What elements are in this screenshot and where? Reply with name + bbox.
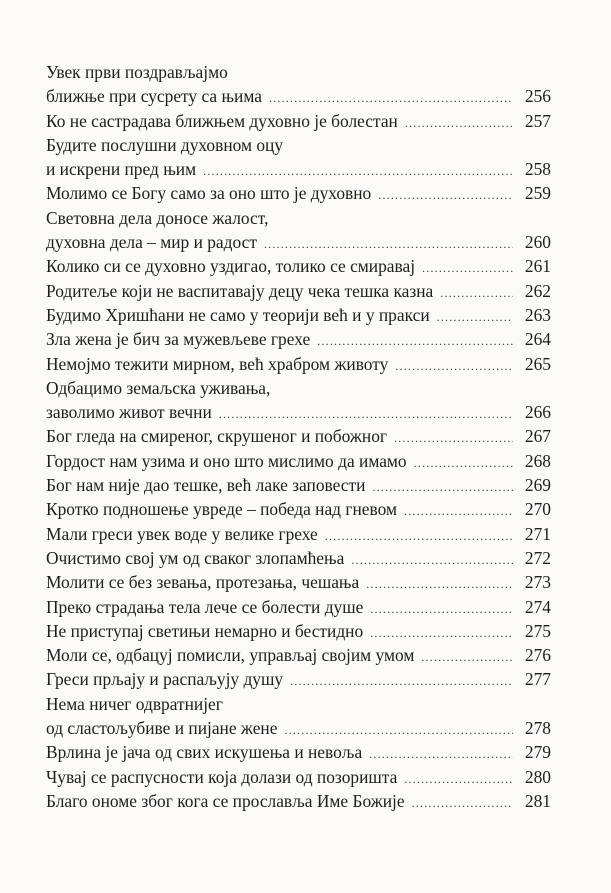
dot-leader bbox=[369, 742, 513, 766]
dot-leader bbox=[370, 621, 513, 645]
toc-page-number: 273 bbox=[524, 572, 551, 593]
toc-entry-title: Молимо се Богу само за оно што је духовно bbox=[46, 183, 372, 204]
toc-page-number: 278 bbox=[524, 718, 551, 739]
toc-entry-title: Чувај се распусности која долази од позоришта bbox=[46, 766, 398, 787]
toc-entry-title: Бог нам није дао тешке, већ лаке заповести bbox=[46, 475, 366, 496]
toc-entry-line bbox=[46, 595, 551, 619]
toc-entry bbox=[46, 546, 551, 570]
toc-page-number: 266 bbox=[524, 402, 551, 423]
toc-entry-line bbox=[46, 84, 551, 108]
dot-leader bbox=[378, 183, 513, 207]
toc-entry bbox=[46, 206, 551, 255]
toc-entry bbox=[46, 789, 551, 813]
toc-entry bbox=[46, 327, 551, 351]
toc-entry-title: ближње при сусрету са њима bbox=[46, 86, 262, 107]
dot-leader bbox=[351, 548, 513, 572]
dot-leader bbox=[269, 86, 513, 110]
dot-leader bbox=[203, 159, 513, 183]
toc-page-number: 263 bbox=[524, 304, 551, 325]
toc-entry-title: Кротко подношење увреде – победа над гневом bbox=[46, 499, 397, 520]
toc-entry-title: од сластољубиве и пијане жене bbox=[46, 718, 278, 739]
toc-entry bbox=[46, 181, 551, 205]
toc-entry bbox=[46, 497, 551, 521]
toc-entry-line bbox=[46, 400, 551, 424]
toc-entry-title: Благо ономе због кога се прославља Име Божије bbox=[46, 790, 405, 811]
toc-entry bbox=[46, 424, 551, 448]
toc-entry bbox=[46, 279, 551, 303]
dot-leader bbox=[317, 329, 513, 353]
toc-entry-title: Световна дела доносе жалост, bbox=[46, 207, 269, 228]
toc-entry bbox=[46, 765, 551, 789]
dot-leader bbox=[264, 232, 513, 256]
toc-entry-line bbox=[46, 157, 551, 181]
toc-entry-line bbox=[46, 133, 551, 157]
dot-leader bbox=[395, 354, 513, 378]
toc-entry-line bbox=[46, 60, 551, 84]
toc-entry-line bbox=[46, 692, 551, 716]
toc-page-number: 271 bbox=[524, 523, 551, 544]
dot-leader bbox=[325, 524, 513, 548]
toc-entry-title: Не приступај светињи немарно и бестидно bbox=[46, 620, 364, 641]
toc-entry-title: Греси прљају и распаљују душу bbox=[46, 669, 284, 690]
toc-entry-title: и искрени пред њим bbox=[46, 159, 197, 180]
toc-page-number: 269 bbox=[524, 475, 551, 496]
toc-entry bbox=[46, 692, 551, 741]
toc-entry-line bbox=[46, 473, 551, 497]
dot-leader bbox=[405, 111, 513, 135]
dot-leader bbox=[421, 645, 513, 669]
dot-leader bbox=[372, 475, 513, 499]
toc-entry-line bbox=[46, 643, 551, 667]
toc-entry-line bbox=[46, 716, 551, 740]
toc-page-number: 256 bbox=[524, 86, 551, 107]
toc-entry-title: Увек први поздрављајмо bbox=[46, 62, 228, 82]
toc-page-number: 276 bbox=[524, 645, 551, 666]
toc-entry-title: Ко не састрадава ближњем духовно је болестан bbox=[46, 110, 398, 131]
toc-entry-title: Будимо Хришћани не само у теорији већ и у пракси bbox=[46, 304, 430, 325]
toc-entry-title: Бог гледа на смиреног, скрушеног и побожног bbox=[46, 426, 388, 447]
toc-entry-title: Одбацимо земаљска уживања, bbox=[46, 377, 271, 398]
toc-entry bbox=[46, 570, 551, 594]
toc-entry-line bbox=[46, 279, 551, 303]
toc-entry-line bbox=[46, 740, 551, 764]
toc-page-number: 268 bbox=[524, 450, 551, 471]
toc-entry bbox=[46, 522, 551, 546]
toc-entry-title: Родитеље који не васпитавају децу чека тешка казна bbox=[46, 280, 434, 301]
toc-entry-line bbox=[46, 181, 551, 205]
toc-entry-line bbox=[46, 230, 551, 254]
toc-entry-line bbox=[46, 327, 551, 351]
toc-page-number: 277 bbox=[524, 669, 551, 690]
toc-entry-line bbox=[46, 109, 551, 133]
toc-page-number: 270 bbox=[524, 499, 551, 520]
toc-entry bbox=[46, 643, 551, 667]
toc-entry bbox=[46, 352, 551, 376]
toc-page-number: 279 bbox=[524, 742, 551, 763]
toc-entry bbox=[46, 667, 551, 691]
toc-entry bbox=[46, 376, 551, 425]
toc-page-number: 262 bbox=[524, 280, 551, 301]
dot-leader bbox=[440, 281, 513, 305]
toc-page-number: 261 bbox=[524, 256, 551, 277]
toc-entry bbox=[46, 449, 551, 473]
toc-entry-line bbox=[46, 546, 551, 570]
dot-leader bbox=[366, 572, 513, 596]
dot-leader bbox=[290, 669, 513, 693]
toc-page-number: 272 bbox=[524, 547, 551, 568]
toc-entry-line bbox=[46, 570, 551, 594]
toc-entry bbox=[46, 133, 551, 182]
dot-leader bbox=[219, 402, 513, 426]
toc-entry-line bbox=[46, 303, 551, 327]
toc-entry-line bbox=[46, 376, 551, 400]
toc-entry bbox=[46, 619, 551, 643]
toc-entry-title: Моли се, одбацуј помисли, управљај својим умом bbox=[46, 645, 415, 666]
toc-entry-line bbox=[46, 789, 551, 813]
toc-entry-title: Колико си се духовно уздигао, толико се смиравај bbox=[46, 256, 416, 277]
dot-leader bbox=[394, 426, 513, 450]
toc-entry-title: Преко страдања тела лече се болести душе bbox=[46, 596, 364, 617]
toc-entry bbox=[46, 254, 551, 278]
toc-entry-line bbox=[46, 497, 551, 521]
toc-entry-title: Нема ничег одвратнијег bbox=[46, 693, 223, 714]
dot-leader bbox=[404, 499, 513, 523]
toc-entry-title: Врлина је јача од свих искушења и невоља bbox=[46, 742, 363, 763]
toc-page-number: 274 bbox=[524, 596, 551, 617]
toc-entry-line bbox=[46, 449, 551, 473]
toc-entry-title: Зла жена је бич за мужевљеве грехе bbox=[46, 329, 311, 350]
toc-page-number: 280 bbox=[524, 766, 551, 787]
toc-page-number: 281 bbox=[524, 790, 551, 811]
toc-entry-line bbox=[46, 765, 551, 789]
table-of-contents bbox=[46, 60, 551, 813]
toc-entry-title: духовна дела – мир и радост bbox=[46, 232, 257, 253]
toc-entry bbox=[46, 473, 551, 497]
dot-leader bbox=[412, 791, 513, 815]
toc-entry-title: заволимо живот вечни bbox=[46, 402, 212, 423]
toc-page-number: 265 bbox=[524, 353, 551, 374]
toc-entry-line bbox=[46, 352, 551, 376]
toc-entry-line bbox=[46, 619, 551, 643]
toc-entry bbox=[46, 595, 551, 619]
dot-leader bbox=[370, 597, 513, 621]
toc-entry-title: Мали греси увек воде у велике грехе bbox=[46, 523, 318, 544]
toc-page-number: 260 bbox=[524, 232, 551, 253]
toc-entry-line bbox=[46, 206, 551, 230]
toc-entry-line bbox=[46, 667, 551, 691]
dot-leader bbox=[404, 767, 513, 791]
toc-entry-title: Очистимо свој ум од сваког злопамћења bbox=[46, 547, 345, 568]
toc-entry-line bbox=[46, 424, 551, 448]
toc-page-number: 257 bbox=[524, 110, 551, 131]
dot-leader bbox=[437, 305, 513, 329]
toc-entry bbox=[46, 60, 551, 109]
toc-page-number: 264 bbox=[524, 329, 551, 350]
toc-entry bbox=[46, 740, 551, 764]
dot-leader bbox=[284, 718, 513, 742]
toc-entry-title: Будите послушни духовном оцу bbox=[46, 134, 284, 155]
toc-entry-title: Гордост нам узима и оно што мислимо да имамо bbox=[46, 450, 407, 471]
toc-page-number: 275 bbox=[524, 620, 551, 641]
dot-leader bbox=[414, 451, 513, 475]
toc-entry bbox=[46, 303, 551, 327]
toc-page-number: 267 bbox=[524, 426, 551, 447]
dot-leader bbox=[422, 256, 513, 280]
toc-page-number: 259 bbox=[524, 183, 551, 204]
toc-entry-line bbox=[46, 254, 551, 278]
toc-entry-line bbox=[46, 522, 551, 546]
toc-entry bbox=[46, 109, 551, 133]
toc-entry-title: Немојмо тежити мирном, већ храбром животу bbox=[46, 353, 389, 374]
toc-page-number: 258 bbox=[524, 159, 551, 180]
toc-entry-title: Молити се без зевања, протезања, чешања bbox=[46, 572, 360, 593]
